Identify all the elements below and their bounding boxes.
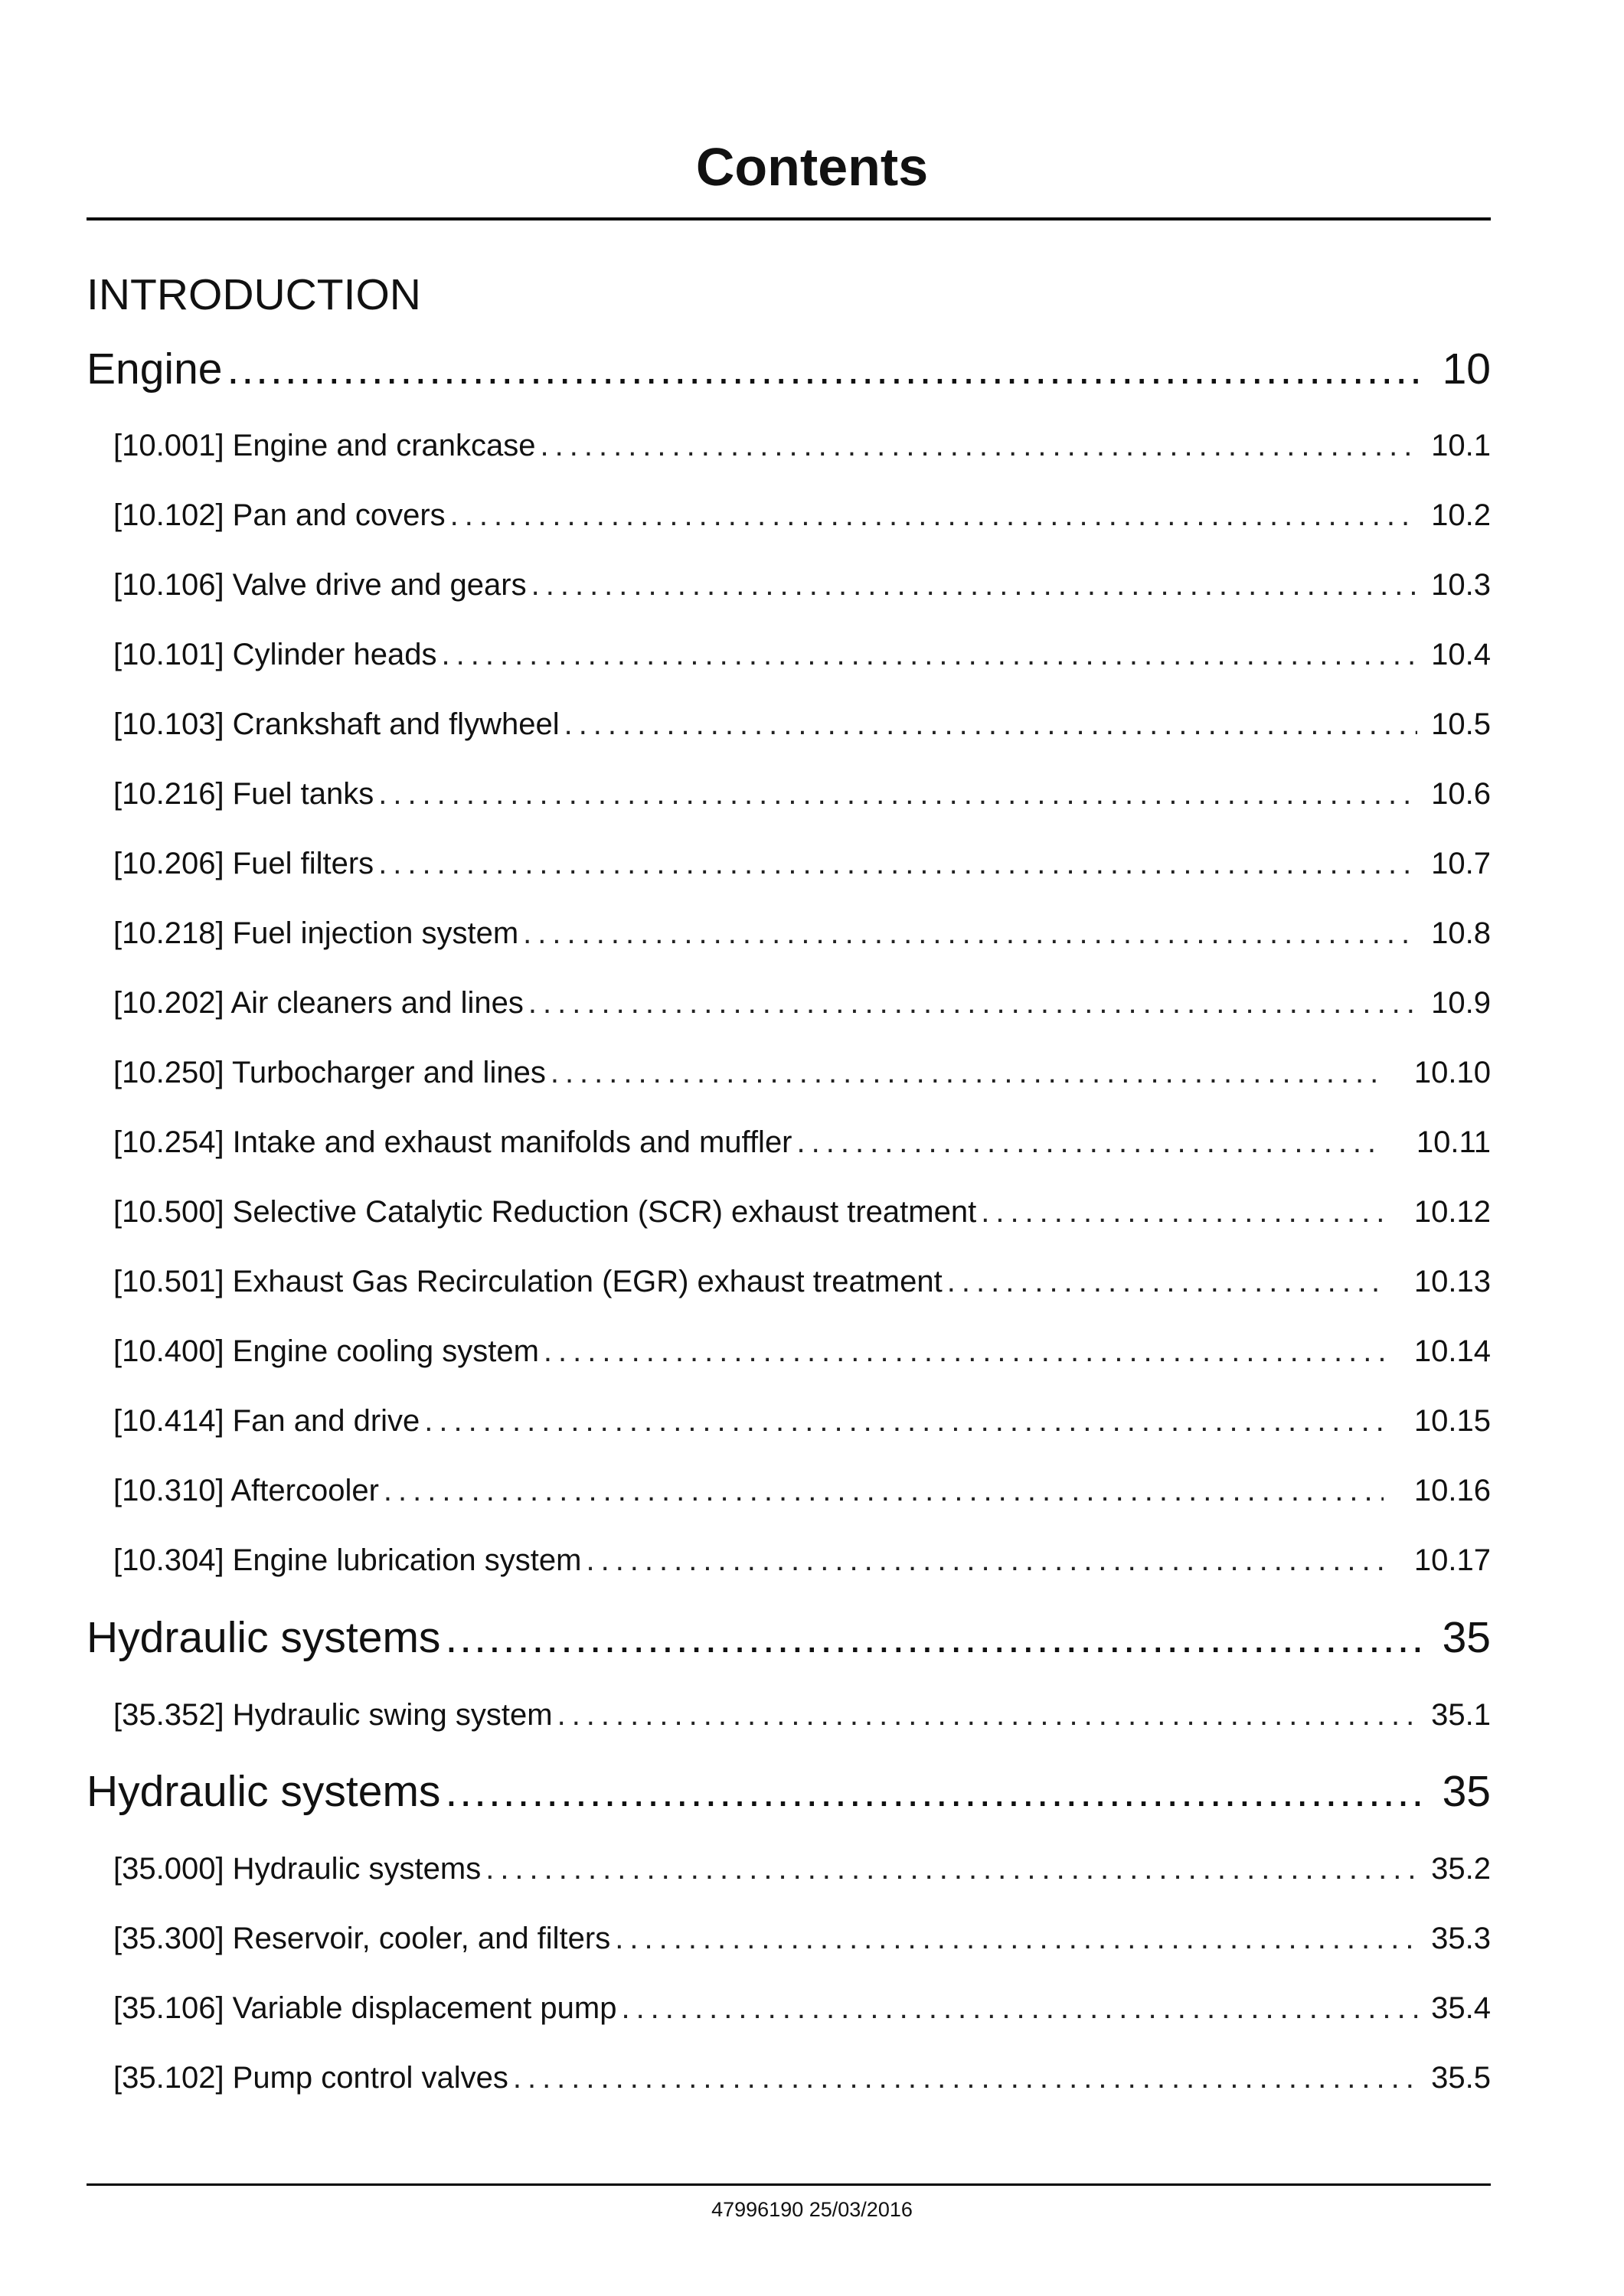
dot-leader [544, 1333, 1384, 1370]
toc-entry-label: [10.216] Fuel tanks [113, 777, 374, 811]
dot-leader [528, 985, 1417, 1021]
dot-leader [450, 497, 1417, 534]
toc-entry[interactable] [113, 1850, 1491, 1887]
toc-entry[interactable] [113, 1542, 1491, 1579]
toc-entry[interactable] [113, 1124, 1491, 1161]
toc-entry[interactable] [113, 2059, 1491, 2096]
toc-entry-label: [10.414] Fan and drive [113, 1404, 420, 1438]
toc-chapter-title: Hydraulic systems [87, 1613, 441, 1662]
toc-chapter-number: 35 [1442, 1613, 1491, 1662]
dot-leader [615, 1920, 1417, 1957]
toc-chapter-title: Engine [87, 345, 223, 394]
toc-entry[interactable] [113, 636, 1491, 673]
dot-leader [424, 1403, 1384, 1439]
toc-entry-number: 10.6 [1431, 777, 1491, 811]
toc-entry[interactable] [113, 1194, 1491, 1230]
dot-leader [485, 1850, 1417, 1887]
toc-chapter-hydraulic-systems[interactable] [87, 1612, 1491, 1663]
toc-entry-label: [10.501] Exhaust Gas Recirculation (EGR) exhaust treatment [113, 1265, 943, 1298]
toc-entry-number: 35.4 [1431, 1991, 1491, 2025]
toc-entry-number: 10.5 [1431, 707, 1491, 741]
toc-chapter-title: Hydraulic systems [87, 1767, 441, 1816]
toc-entry-number: 10.7 [1431, 847, 1491, 880]
toc-entry[interactable] [113, 915, 1491, 952]
toc-entry-number: 10.11 [1416, 1125, 1491, 1159]
toc-chapter-hydraulic-systems[interactable] [87, 1766, 1491, 1817]
toc-entry-label: [10.310] Aftercooler [113, 1474, 379, 1507]
dot-leader [797, 1124, 1384, 1161]
toc-entry-number: 10.3 [1431, 568, 1491, 602]
toc-chapter-engine[interactable] [87, 344, 1491, 394]
toc-entry-number: 35.1 [1431, 1698, 1491, 1732]
toc-entry[interactable] [113, 567, 1491, 603]
dot-leader [378, 776, 1417, 812]
dot-leader [442, 636, 1418, 673]
toc-entry-number: 10.4 [1431, 638, 1491, 671]
toc-entry-label: [35.352] Hydraulic swing system [113, 1698, 553, 1732]
dot-leader [445, 1612, 1420, 1663]
page-title: Contents [695, 137, 929, 197]
toc-entry-label: [10.103] Crankshaft and flywheel [113, 707, 560, 741]
toc-entry[interactable] [113, 985, 1491, 1021]
toc-entry-label: [10.254] Intake and exhaust manifolds and muffler [113, 1125, 792, 1159]
toc-entry-label: [35.106] Variable displacement pump [113, 1991, 617, 2025]
toc-chapter-number: 35 [1442, 1767, 1491, 1816]
dot-leader [513, 2059, 1417, 2096]
toc-entry[interactable] [113, 1333, 1491, 1370]
toc-entry-label: [10.101] Cylinder heads [113, 638, 437, 671]
toc-entry-label: [10.106] Valve drive and gears [113, 568, 527, 602]
dot-leader [586, 1542, 1384, 1579]
toc-entry-number: 10.16 [1413, 1474, 1491, 1507]
dot-leader [378, 845, 1417, 882]
toc-entry-number: 35.3 [1431, 1922, 1491, 1955]
toc-entry[interactable] [113, 1403, 1491, 1439]
toc-entry-number: 10.14 [1413, 1334, 1491, 1368]
dot-leader [531, 567, 1417, 603]
toc-entry-number: 35.2 [1431, 1852, 1491, 1886]
footer-doc-id: 47996190 25/03/2016 [711, 2198, 913, 2221]
toc-entry[interactable] [113, 706, 1491, 743]
dot-leader [384, 1472, 1384, 1509]
toc-entry-number: 10.12 [1413, 1195, 1491, 1229]
toc-entry[interactable] [113, 1697, 1491, 1733]
dot-leader [541, 427, 1417, 464]
toc-chapter-number: 10 [1442, 345, 1491, 394]
dot-leader [947, 1263, 1384, 1300]
dot-leader [551, 1054, 1384, 1091]
toc-entry-label: [10.400] Engine cooling system [113, 1334, 539, 1368]
toc-entry-label: [10.304] Engine lubrication system [113, 1543, 582, 1577]
toc-entry-number: 10.15 [1413, 1404, 1491, 1438]
toc-entry[interactable] [113, 845, 1491, 882]
toc-entry-number: 10.17 [1413, 1543, 1491, 1577]
toc-entry[interactable] [113, 1920, 1491, 1957]
dot-leader [557, 1697, 1417, 1733]
dot-leader [227, 344, 1421, 394]
footer-rule [87, 2183, 1491, 2186]
toc-entry-label: [10.250] Turbocharger and lines [113, 1056, 546, 1089]
toc-entry[interactable] [113, 1263, 1491, 1300]
dot-leader [564, 706, 1417, 743]
toc-entry-label: [35.000] Hydraulic systems [113, 1852, 482, 1886]
toc-entry-label: [10.500] Selective Catalytic Reduction (SCR) exhaust treatment [113, 1195, 977, 1229]
toc-entry[interactable] [113, 427, 1491, 464]
dot-leader [981, 1194, 1384, 1230]
toc-entry[interactable] [113, 776, 1491, 812]
toc-entry[interactable] [113, 1054, 1491, 1091]
toc-entry-label: [10.218] Fuel injection system [113, 916, 519, 950]
dot-leader [621, 1990, 1417, 2027]
toc-entry[interactable] [113, 497, 1491, 534]
dot-leader [445, 1766, 1420, 1817]
dot-leader [523, 915, 1417, 952]
toc-entry-number: 35.5 [1431, 2061, 1491, 2095]
toc-entry-label: [35.102] Pump control valves [113, 2061, 508, 2095]
toc-entry-label: [10.206] Fuel filters [113, 847, 374, 880]
toc-entry-label: [35.300] Reservoir, cooler, and filters [113, 1922, 611, 1955]
toc-entry-number: 10.10 [1413, 1056, 1491, 1089]
section-heading: INTRODUCTION [87, 270, 421, 319]
toc-entry-label: [10.102] Pan and covers [113, 498, 446, 532]
toc-entry[interactable] [113, 1990, 1491, 2027]
toc-entry-number: 10.2 [1431, 498, 1491, 532]
toc-entry-number: 10.8 [1431, 916, 1491, 950]
toc-entry-number: 10.1 [1431, 429, 1491, 462]
toc-entry-label: [10.202] Air cleaners and lines [113, 986, 524, 1020]
toc-entry-number: 10.13 [1413, 1265, 1491, 1298]
toc-entry-number: 10.9 [1431, 986, 1491, 1020]
toc-entry[interactable] [113, 1472, 1491, 1509]
toc-entry-label: [10.001] Engine and crankcase [113, 429, 536, 462]
